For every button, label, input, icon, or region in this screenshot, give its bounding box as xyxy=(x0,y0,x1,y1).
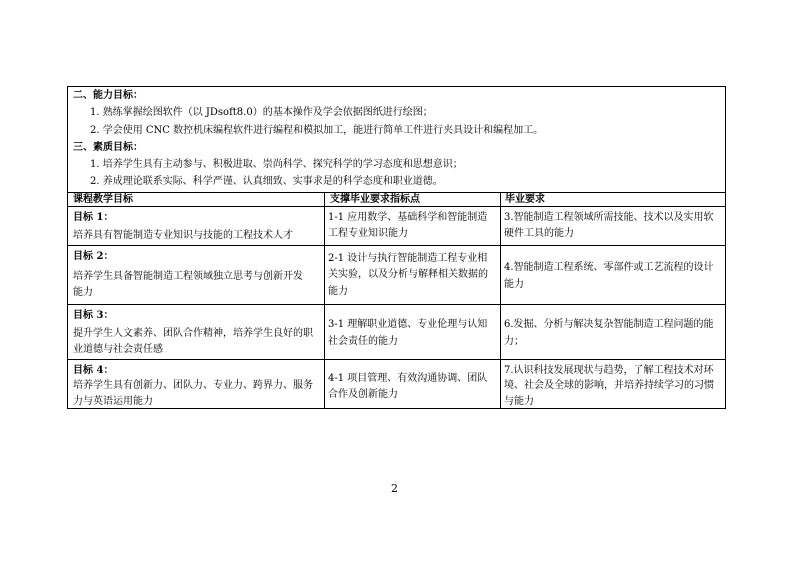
requirement-text: 4.智能制造工程系统、零部件或工艺流程的设计 xyxy=(504,262,714,273)
goal-text: 提升学生人文素养、团队合作精神，培养学生良好的职 xyxy=(73,328,313,339)
table-row xyxy=(68,304,725,359)
header-requirement: 毕业要求 xyxy=(505,194,545,205)
objectives-section xyxy=(68,87,725,193)
header-goal: 课程教学目标 xyxy=(73,194,133,205)
goal-text: 业道德与社会责任感 xyxy=(73,344,163,355)
quality-item-2: 2. 养成理论联系实际、科学严谨、认真细致、实事求是的科学态度和职业道德。 xyxy=(90,176,443,187)
indicator-text: 4-1 项目管理、有效沟通协调、团队 xyxy=(328,373,488,384)
indicator-text: 社会责任的能力 xyxy=(328,336,398,347)
table-row xyxy=(68,359,725,410)
ability-heading: 二、能力目标： xyxy=(73,90,143,101)
requirement-text: 能力 xyxy=(504,279,524,290)
goal-text: 培养学生具有创新力、团队力、专业力、跨界力、服务 xyxy=(73,380,313,391)
goal-text: 能力 xyxy=(73,287,93,298)
requirement-text: 7.认识科技发展现状与趋势，了解工程技术对环 xyxy=(504,365,714,376)
table-row xyxy=(68,207,725,245)
quality-heading: 三、素质目标： xyxy=(73,142,143,153)
table-row xyxy=(68,245,725,304)
requirement-text: 6.发掘、分析与解决复杂智能制造工程问题的能 xyxy=(504,319,714,330)
goal-title: 目标 4： xyxy=(73,365,114,376)
goal-text: 力与英语运用能力 xyxy=(73,396,153,407)
page-number: 2 xyxy=(391,482,398,495)
indicator-text: 能力 xyxy=(328,286,348,297)
goal-title: 目标 3： xyxy=(73,310,114,321)
indicator-text: 1-1 应用数学、基础科学和智能制造 xyxy=(328,212,488,223)
course-objectives-table xyxy=(67,86,726,409)
ability-item-2: 2. 学会使用 CNC 数控机床编程软件进行编程和模拟加工，能进行简单工件进行夹具设计和编程加工。 xyxy=(90,125,544,136)
header-indicator: 支撑毕业要求指标点 xyxy=(330,194,420,205)
indicator-text: 工程专业知识能力 xyxy=(328,228,408,239)
table-header xyxy=(68,193,725,207)
requirement-text: 境、社会及全球的影响，并培养持续学习的习惯 xyxy=(504,380,714,391)
quality-item-1: 1. 培养学生具有主动参与、积极进取、崇尚科学、探究科学的学习态度和思想意识； xyxy=(90,159,463,170)
goal-title: 目标 1： xyxy=(73,212,114,223)
indicator-text: 合作及创新能力 xyxy=(328,389,398,400)
goal-title: 目标 2： xyxy=(73,251,114,262)
requirement-text: 硬件工具的能力 xyxy=(504,228,574,239)
goal-text: 培养学生具备智能制造工程领域独立思考与创新开发 xyxy=(73,271,303,282)
requirement-text: 力； xyxy=(504,336,524,347)
requirement-text: 3.智能制造工程领域所需技能、技术以及实用软 xyxy=(504,212,714,223)
indicator-text: 3-1 理解职业道德、专业伦理与认知 xyxy=(328,319,488,330)
goal-text: 培养具有智能制造专业知识与技能的工程技术人才 xyxy=(73,230,293,241)
ability-item-1: 1. 熟练掌握绘图软件（以 JDsoft8.0）的基本操作及学会依据图纸进行绘图； xyxy=(90,107,433,118)
indicator-text: 关实验，以及分析与解释相关数据的 xyxy=(328,269,488,280)
indicator-text: 2-1 设计与执行智能制造工程专业相 xyxy=(328,253,488,264)
requirement-text: 与能力 xyxy=(504,396,534,407)
